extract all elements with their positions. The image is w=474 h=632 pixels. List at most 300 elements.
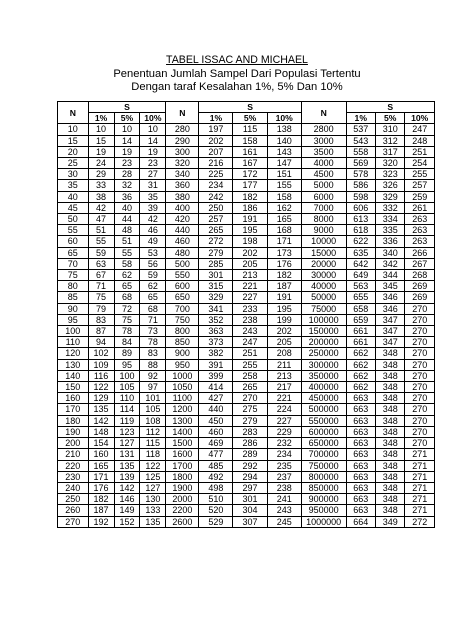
s5-cell: 51 (114, 236, 140, 247)
n-cell: 2800 (301, 124, 346, 135)
s10-cell: 269 (405, 281, 435, 292)
s5-cell: 115 (233, 124, 267, 135)
s10-cell: 257 (405, 180, 435, 191)
s1-cell: 187 (88, 505, 114, 516)
n-cell: 1200 (166, 404, 199, 415)
s10-cell: 211 (267, 359, 301, 370)
n-cell: 4500 (301, 169, 346, 180)
table-row (58, 471, 435, 482)
s10-cell: 271 (405, 460, 435, 471)
s5-cell: 255 (233, 359, 267, 370)
s10-cell: 271 (405, 494, 435, 505)
table-row (58, 303, 435, 314)
s1-cell: 242 (199, 191, 233, 202)
s5-cell: 40 (114, 202, 140, 213)
s1-cell: 285 (199, 258, 233, 269)
s5-cell: 205 (233, 258, 267, 269)
s5-cell: 58 (114, 258, 140, 269)
s5-cell: 177 (233, 180, 267, 191)
n-cell: 350000 (301, 370, 346, 381)
s5-cell: 95 (114, 359, 140, 370)
n-cell: 450000 (301, 393, 346, 404)
s5-cell: 340 (375, 247, 404, 258)
s10-cell: 143 (267, 146, 301, 157)
table-row (58, 393, 435, 404)
s10-cell: 59 (140, 270, 166, 281)
s5-cell: 286 (233, 438, 267, 449)
n-cell: 6000 (301, 191, 346, 202)
s10-cell: 217 (267, 382, 301, 393)
s1-cell: 102 (88, 348, 114, 359)
n-cell: 400000 (301, 382, 346, 393)
s5-cell: 161 (233, 146, 267, 157)
s5-cell: 135 (114, 460, 140, 471)
table-row (58, 292, 435, 303)
s5-cell: 346 (375, 292, 404, 303)
s1-cell: 537 (346, 124, 375, 135)
s10-cell: 227 (267, 415, 301, 426)
s10-cell: 270 (405, 314, 435, 325)
s1-cell: 352 (199, 314, 233, 325)
s1-cell: 469 (199, 438, 233, 449)
n-cell: 40000 (301, 281, 346, 292)
s1-cell: 15 (88, 135, 114, 146)
s1-cell: 450 (199, 415, 233, 426)
n-header: N (58, 102, 89, 124)
table-subtitle-1: Penentuan Jumlah Sampel Dari Populasi Tertentu (113, 67, 361, 80)
s10-cell: 271 (405, 482, 435, 493)
n-cell: 320 (166, 158, 199, 169)
n-cell: 3500 (301, 146, 346, 157)
s10-cell: 248 (405, 135, 435, 146)
table-row (58, 337, 435, 348)
s-header: S (199, 102, 301, 113)
s1-cell: 618 (346, 225, 375, 236)
s5-cell: 348 (375, 449, 404, 460)
s10-cell: 122 (140, 460, 166, 471)
s1-cell: 122 (88, 382, 114, 393)
s1-cell: 578 (346, 169, 375, 180)
n-cell: 5000 (301, 180, 346, 191)
s10-cell: 263 (405, 225, 435, 236)
s1-cell: 586 (346, 180, 375, 191)
s5-cell: 347 (375, 337, 404, 348)
s5-cell: 198 (233, 236, 267, 247)
s10-cell: 199 (267, 314, 301, 325)
s10-cell: 56 (140, 258, 166, 269)
s10-cell: 270 (405, 382, 435, 393)
s5-cell: 336 (375, 236, 404, 247)
s5-cell: 48 (114, 225, 140, 236)
s5-cell: 78 (114, 326, 140, 337)
pct-10-header: 10% (140, 113, 166, 124)
s10-cell: 270 (405, 404, 435, 415)
n-cell: 1700 (166, 460, 199, 471)
n-cell: 85 (58, 292, 89, 303)
s10-cell: 173 (267, 247, 301, 258)
s5-cell: 10 (114, 124, 140, 135)
n-cell: 50 (58, 214, 89, 225)
s1-cell: 661 (346, 326, 375, 337)
n-cell: 440 (166, 225, 199, 236)
s1-cell: 59 (88, 247, 114, 258)
s10-cell: 243 (267, 505, 301, 516)
s10-cell: 135 (140, 516, 166, 527)
s5-cell: 131 (114, 449, 140, 460)
s1-cell: 10 (88, 124, 114, 135)
s10-cell: 247 (405, 124, 435, 135)
s1-cell: 47 (88, 214, 114, 225)
s1-cell: 71 (88, 281, 114, 292)
n-cell: 55 (58, 225, 89, 236)
s10-cell: 71 (140, 314, 166, 325)
pct-10-header: 10% (267, 113, 301, 124)
s10-cell: 62 (140, 281, 166, 292)
s5-cell: 139 (114, 471, 140, 482)
n-cell: 160 (58, 393, 89, 404)
header-row-2 (58, 113, 435, 124)
s10-cell: 271 (405, 471, 435, 482)
s10-cell: 42 (140, 214, 166, 225)
table-row (58, 158, 435, 169)
s1-cell: 658 (346, 303, 375, 314)
s5-cell: 312 (375, 135, 404, 146)
s1-cell: 109 (88, 359, 114, 370)
s5-cell: 55 (114, 247, 140, 258)
s-header: S (88, 102, 166, 113)
table-row (58, 382, 435, 393)
s10-cell: 73 (140, 326, 166, 337)
s5-cell: 317 (375, 146, 404, 157)
pct-5-header: 5% (375, 113, 404, 124)
s5-cell: 84 (114, 337, 140, 348)
sample-size-table-wrapper (57, 101, 435, 528)
s1-cell: 135 (88, 404, 114, 415)
s10-cell: 65 (140, 292, 166, 303)
header-row-1 (58, 102, 435, 113)
s10-cell: 195 (267, 303, 301, 314)
n-cell: 1900 (166, 482, 199, 493)
n-cell: 650 (166, 292, 199, 303)
table-row (58, 258, 435, 269)
s5-cell: 307 (233, 516, 267, 527)
s10-cell: 270 (405, 426, 435, 437)
table-row (58, 124, 435, 135)
s10-cell: 171 (267, 236, 301, 247)
table-row (58, 494, 435, 505)
s5-cell: 297 (233, 482, 267, 493)
s5-cell: 149 (114, 505, 140, 516)
s1-cell: 498 (199, 482, 233, 493)
s1-cell: 207 (199, 146, 233, 157)
s1-cell: 234 (199, 180, 233, 191)
s10-cell: 205 (267, 337, 301, 348)
s5-cell: 182 (233, 191, 267, 202)
s5-cell: 270 (233, 393, 267, 404)
table-row (58, 326, 435, 337)
s5-cell: 348 (375, 460, 404, 471)
n-cell: 2200 (166, 505, 199, 516)
s1-cell: 148 (88, 426, 114, 437)
n-cell: 400 (166, 202, 199, 213)
s5-cell: 345 (375, 281, 404, 292)
s1-cell: 598 (346, 191, 375, 202)
s1-cell: 399 (199, 370, 233, 381)
s5-cell: 238 (233, 314, 267, 325)
s10-cell: 261 (405, 202, 435, 213)
s5-cell: 172 (233, 169, 267, 180)
n-cell: 80 (58, 281, 89, 292)
s10-cell: 208 (267, 348, 301, 359)
n-cell: 100000 (301, 314, 346, 325)
n-cell: 3000 (301, 135, 346, 146)
n-cell: 95 (58, 314, 89, 325)
pct-10-header: 10% (405, 113, 435, 124)
n-cell: 300 (166, 146, 199, 157)
s10-cell: 168 (267, 225, 301, 236)
s5-cell: 72 (114, 303, 140, 314)
s10-cell: 176 (267, 258, 301, 269)
table-row (58, 438, 435, 449)
s1-cell: 257 (199, 214, 233, 225)
n-cell: 950000 (301, 505, 346, 516)
s10-cell: 241 (267, 494, 301, 505)
n-cell: 35 (58, 180, 89, 191)
s1-cell: 182 (88, 494, 114, 505)
n-cell: 170 (58, 404, 89, 415)
s1-cell: 622 (346, 236, 375, 247)
s1-cell: 427 (199, 393, 233, 404)
s1-cell: 635 (346, 247, 375, 258)
n-cell: 1100 (166, 393, 199, 404)
n-cell: 7000 (301, 202, 346, 213)
s1-cell: 661 (346, 337, 375, 348)
n-cell: 65 (58, 247, 89, 258)
s5-cell: 304 (233, 505, 267, 516)
s5-cell: 329 (375, 191, 404, 202)
s5-cell: 152 (114, 516, 140, 527)
s10-cell: 138 (267, 124, 301, 135)
s5-cell: 348 (375, 348, 404, 359)
s5-cell: 123 (114, 426, 140, 437)
s10-cell: 270 (405, 326, 435, 337)
s1-cell: 94 (88, 337, 114, 348)
s10-cell: 162 (267, 202, 301, 213)
s1-cell: 315 (199, 281, 233, 292)
s1-cell: 75 (88, 292, 114, 303)
s10-cell: 155 (267, 180, 301, 191)
s1-cell: 63 (88, 258, 114, 269)
s1-cell: 301 (199, 270, 233, 281)
s1-cell: 477 (199, 449, 233, 460)
sample-size-table (57, 101, 435, 528)
s1-cell: 341 (199, 303, 233, 314)
s1-cell: 649 (346, 270, 375, 281)
s10-cell: 263 (405, 236, 435, 247)
n-cell: 1000 (166, 370, 199, 381)
s5-cell: 32 (114, 180, 140, 191)
s1-cell: 613 (346, 214, 375, 225)
n-cell: 250000 (301, 348, 346, 359)
table-row (58, 348, 435, 359)
s10-cell: 245 (267, 516, 301, 527)
n-cell: 30000 (301, 270, 346, 281)
table-row (58, 281, 435, 292)
s1-cell: 485 (199, 460, 233, 471)
s10-cell: 39 (140, 202, 166, 213)
s10-cell: 270 (405, 393, 435, 404)
s10-cell: 232 (267, 438, 301, 449)
n-cell: 180 (58, 415, 89, 426)
s10-cell: 270 (405, 303, 435, 314)
s1-cell: 87 (88, 326, 114, 337)
s5-cell: 19 (114, 146, 140, 157)
table-body (58, 124, 435, 527)
s5-cell: 68 (114, 292, 140, 303)
s5-cell: 110 (114, 393, 140, 404)
s5-cell: 348 (375, 505, 404, 516)
s5-cell: 100 (114, 370, 140, 381)
s1-cell: 24 (88, 158, 114, 169)
s10-cell: 251 (405, 146, 435, 157)
s1-cell: 659 (346, 314, 375, 325)
s1-cell: 662 (346, 370, 375, 381)
table-row (58, 191, 435, 202)
n-cell: 700 (166, 303, 199, 314)
s10-cell: 101 (140, 393, 166, 404)
n-cell: 1000000 (301, 516, 346, 527)
pct-1-header: 1% (88, 113, 114, 124)
s1-cell: 662 (346, 359, 375, 370)
n-cell: 550 (166, 270, 199, 281)
s1-cell: 192 (88, 516, 114, 527)
pct-5-header: 5% (233, 113, 267, 124)
s1-cell: 460 (199, 426, 233, 437)
s5-cell: 292 (233, 460, 267, 471)
s1-cell: 19 (88, 146, 114, 157)
s5-cell: 114 (114, 404, 140, 415)
s10-cell: 78 (140, 337, 166, 348)
table-row (58, 426, 435, 437)
n-cell: 600000 (301, 426, 346, 437)
s1-cell: 382 (199, 348, 233, 359)
s5-cell: 348 (375, 426, 404, 437)
s1-cell: 663 (346, 460, 375, 471)
pct-5-header: 5% (114, 113, 140, 124)
s10-cell: 151 (267, 169, 301, 180)
n-cell: 25 (58, 158, 89, 169)
table-row (58, 404, 435, 415)
s10-cell: 267 (405, 258, 435, 269)
s10-cell: 133 (140, 505, 166, 516)
n-cell: 150 (58, 382, 89, 393)
s1-cell: 662 (346, 348, 375, 359)
n-cell: 220 (58, 460, 89, 471)
n-cell: 950 (166, 359, 199, 370)
s10-cell: 19 (140, 146, 166, 157)
n-cell: 90 (58, 303, 89, 314)
s5-cell: 275 (233, 404, 267, 415)
n-cell: 45 (58, 202, 89, 213)
n-cell: 200000 (301, 337, 346, 348)
s10-cell: 270 (405, 348, 435, 359)
s1-cell: 655 (346, 292, 375, 303)
n-cell: 1600 (166, 449, 199, 460)
n-cell: 460 (166, 236, 199, 247)
s1-cell: 663 (346, 404, 375, 415)
s10-cell: 229 (267, 426, 301, 437)
s5-cell: 195 (233, 225, 267, 236)
n-cell: 1500 (166, 438, 199, 449)
s5-cell: 191 (233, 214, 267, 225)
table-row (58, 180, 435, 191)
s1-cell: 558 (346, 146, 375, 157)
s10-cell: 268 (405, 270, 435, 281)
s1-cell: 663 (346, 415, 375, 426)
s10-cell: 125 (140, 471, 166, 482)
n-cell: 150000 (301, 326, 346, 337)
s1-cell: 265 (199, 225, 233, 236)
s1-cell: 391 (199, 359, 233, 370)
s1-cell: 663 (346, 449, 375, 460)
s5-cell: 227 (233, 292, 267, 303)
s10-cell: 130 (140, 494, 166, 505)
n-cell: 600 (166, 281, 199, 292)
s1-cell: 225 (199, 169, 233, 180)
s5-cell: 347 (375, 314, 404, 325)
s5-cell: 44 (114, 214, 140, 225)
n-cell: 10000 (301, 236, 346, 247)
n-header: N (301, 102, 346, 124)
s5-cell: 14 (114, 135, 140, 146)
s10-cell: 49 (140, 236, 166, 247)
n-cell: 120 (58, 348, 89, 359)
s10-cell: 269 (405, 292, 435, 303)
table-row (58, 370, 435, 381)
s5-cell: 243 (233, 326, 267, 337)
pct-1-header: 1% (346, 113, 375, 124)
n-cell: 800000 (301, 471, 346, 482)
s10-cell: 255 (405, 169, 435, 180)
s1-cell: 160 (88, 449, 114, 460)
s5-cell: 75 (114, 314, 140, 325)
s10-cell: 271 (405, 505, 435, 516)
table-row (58, 169, 435, 180)
s1-cell: 414 (199, 382, 233, 393)
n-cell: 9000 (301, 225, 346, 236)
pct-1-header: 1% (199, 113, 233, 124)
s5-cell: 320 (375, 158, 404, 169)
s1-cell: 154 (88, 438, 114, 449)
n-header: N (166, 102, 199, 124)
s10-cell: 270 (405, 438, 435, 449)
s1-cell: 165 (88, 460, 114, 471)
n-cell: 30 (58, 169, 89, 180)
s5-cell: 323 (375, 169, 404, 180)
s10-cell: 112 (140, 426, 166, 437)
s1-cell: 197 (199, 124, 233, 135)
s5-cell: 347 (375, 326, 404, 337)
n-cell: 900000 (301, 494, 346, 505)
s5-cell: 265 (233, 382, 267, 393)
n-cell: 500000 (301, 404, 346, 415)
s1-cell: 116 (88, 370, 114, 381)
s1-cell: 663 (346, 393, 375, 404)
s5-cell: 301 (233, 494, 267, 505)
s10-cell: 259 (405, 191, 435, 202)
s1-cell: 250 (199, 202, 233, 213)
s5-cell: 213 (233, 270, 267, 281)
